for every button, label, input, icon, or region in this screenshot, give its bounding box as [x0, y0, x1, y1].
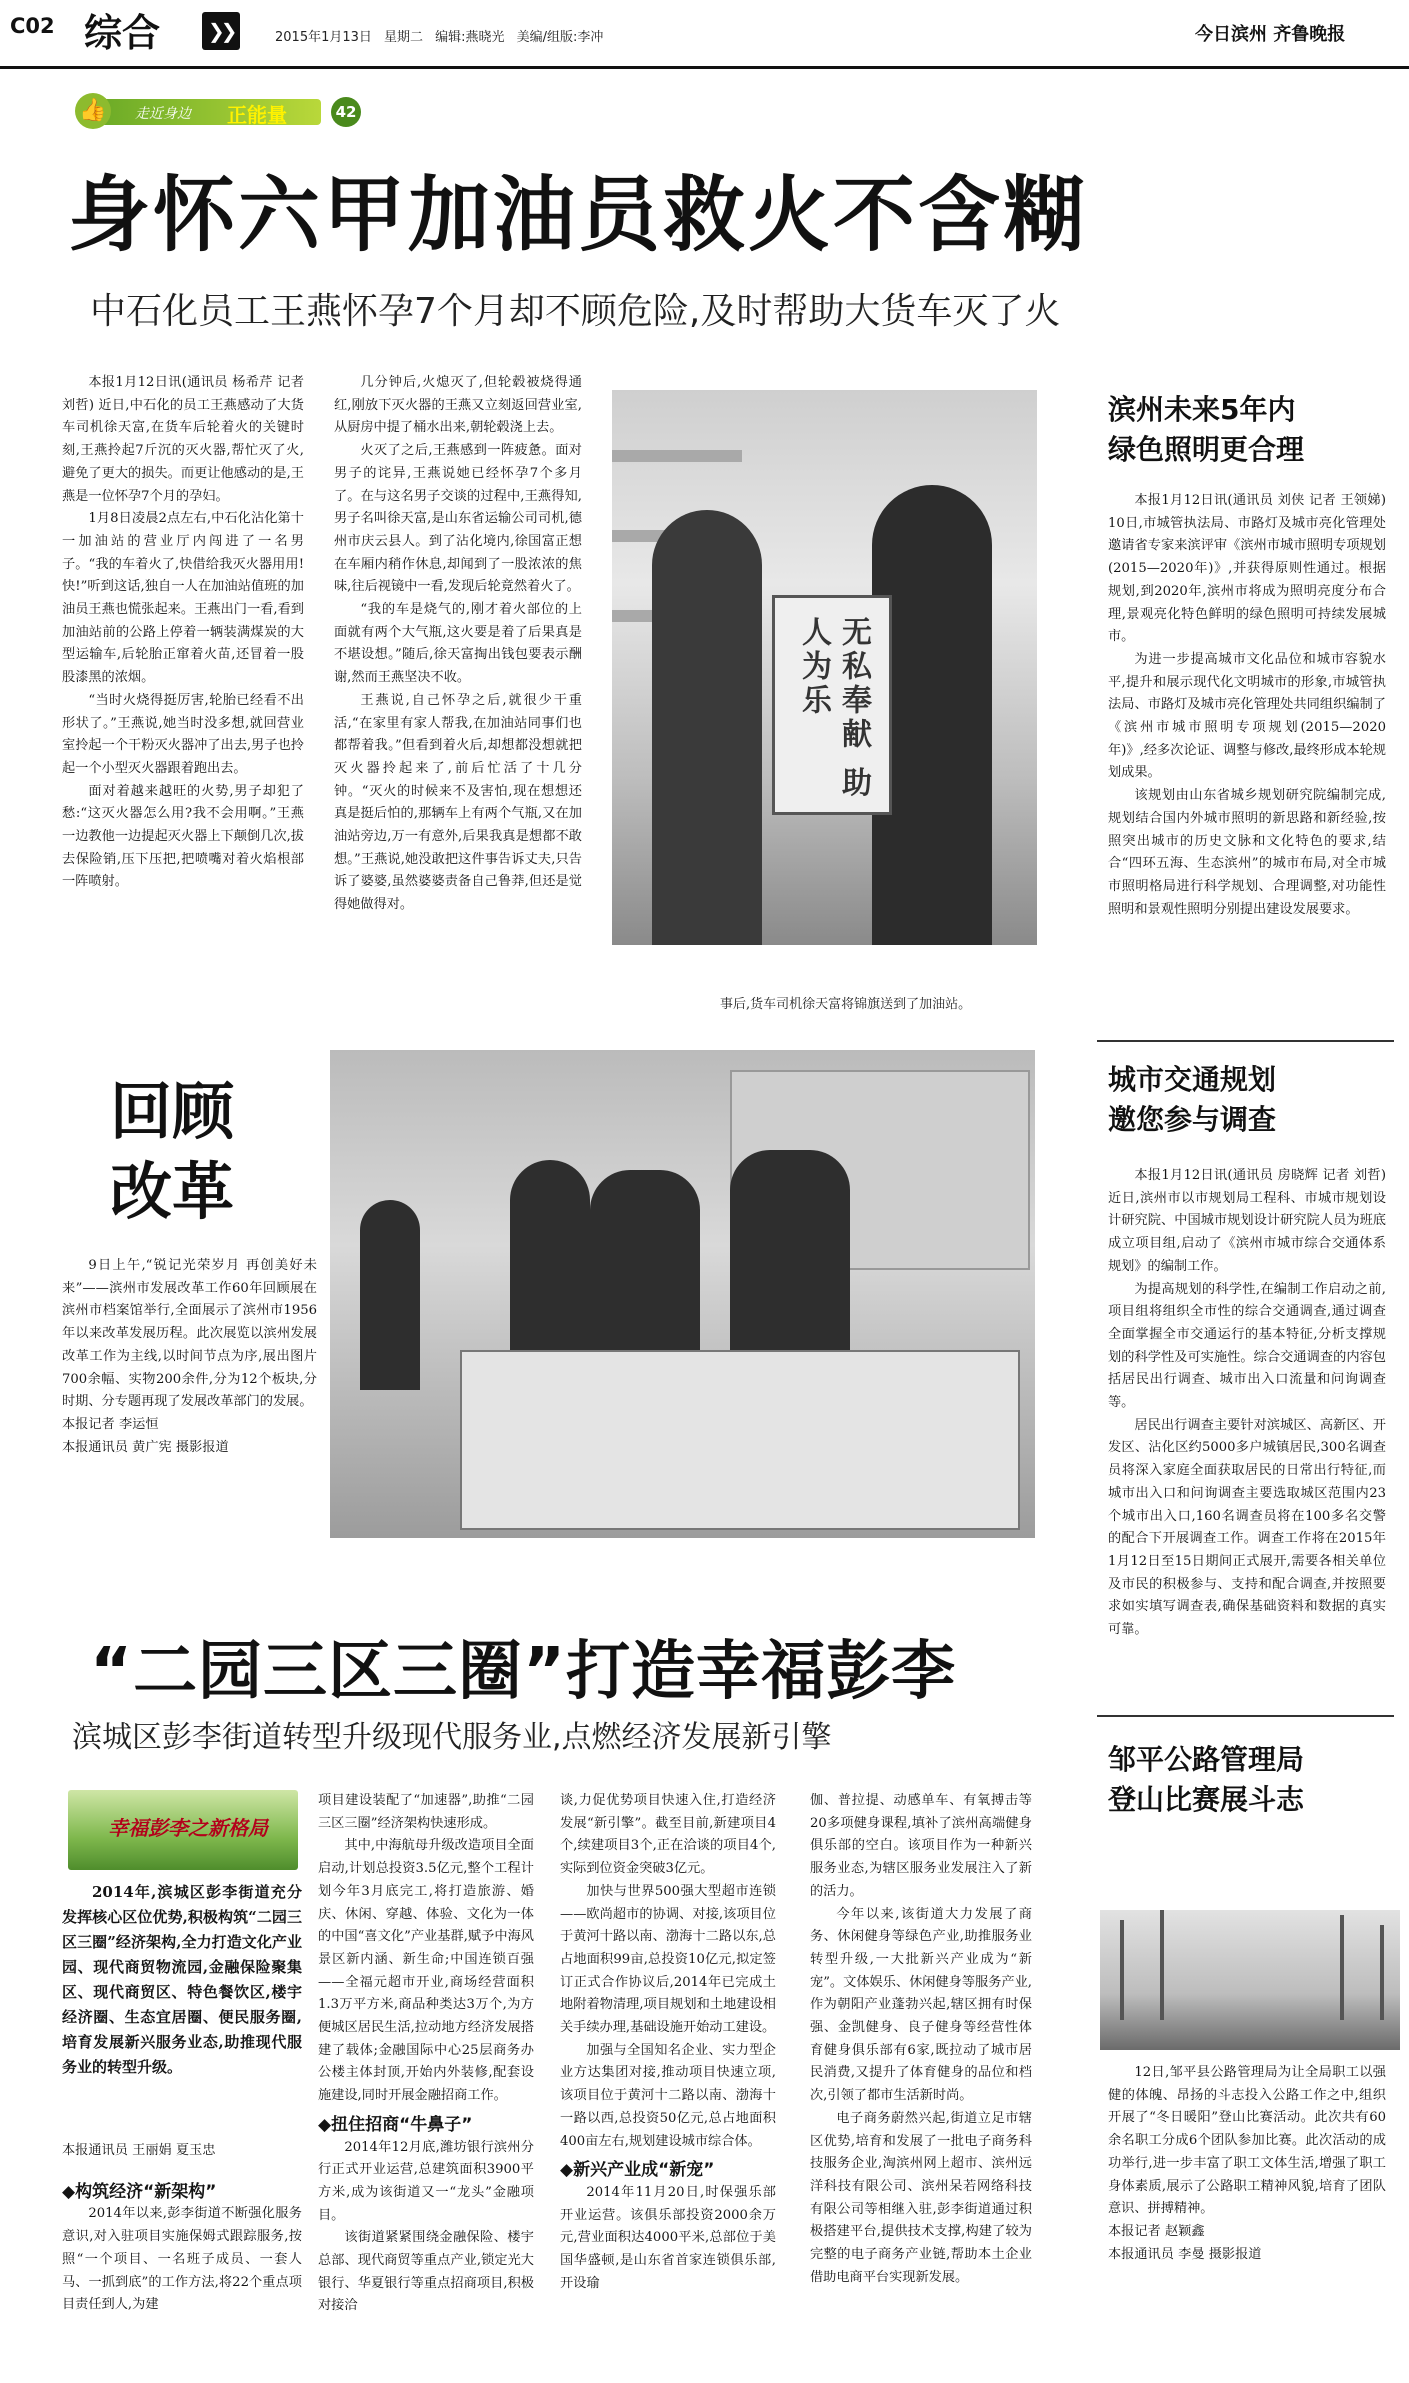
credit: 本报记者 李运恒 [62, 1416, 159, 1432]
paragraph: “我的车是烧气的,刚才着火部位的上面就有两个大气瓶,这火要是着了后果真是不堪设想。”随后,徐天富掏出钱包要表示酬谢,然而王燕坚决不收。 [334, 602, 582, 686]
side-story-2-title: 城市交通规划 邀您参与调查 [1108, 1063, 1277, 1136]
paragraph: 本报1月12日讯(通讯员 杨希芹 记者 刘哲) 近日,中石化的员工王燕感动了大货车司机徐天富,在货车后轮着火的关键时刻,王燕拎起7斤沉的灭火器,帮忙灭了火,避免了更大的损失。而更让他感动的是,王燕是一位怀孕7个月的孕妇。 [62, 375, 304, 504]
paragraph: 今年以来,该街道大力发展了商务、休闲健身等绿色产业,助推服务业转型升级,一大批新兴产业成为“新宠”。文体娱乐、休闲健身等服务产业,作为朝阳产业蓬勃兴起,辖区拥有时保强、金凯健身、良子健身等经营性体育健身俱乐部有6家,既拉动了城市居民消费,又提升了体育健身的品位和档次,引领了都市生活新时尚。 [810, 1906, 1032, 2104]
person-figure [652, 510, 762, 945]
side-story-1-title: 滨州未来5年内 绿色照明更合理 [1108, 393, 1305, 466]
side-story-1-body [1108, 490, 1386, 921]
paragraph: 其中,中海航母升级改造项目全面启动,计划总投资3.5亿元,整个工程计划今年3月底完工,将打造旅游、婚庆、休闲、穿越、体验、文化为一体的中国“喜文化”产业基群,赋予中海风景区新内涵、新生命;中国连锁百强——全福元超市开业,商场经营面积1.3万平方米,商品种类达3万个,为方便城区居民生活,拉动地方经济发展搭建了载体;金融国际中心25层商务办公楼主体封顶,开始内外装修,配套设施建设,同时开展金融招商工作。 [318, 1838, 534, 2104]
paragraph: 伽、普拉提、动感单车、有氧搏击等20多项健身课程,填补了滨州高端健身俱乐部的空白。该项目作为一种新兴服务业态,为辖区服务业发展注入了新的活力。 [810, 1793, 1032, 1899]
mountain-race-photo [1100, 1910, 1400, 2050]
section-name: 综合 [84, 11, 161, 55]
lead-column-2 [334, 372, 582, 917]
credit: 本报记者 赵颖鑫 [1108, 2223, 1205, 2239]
lead-column-1 [62, 372, 304, 894]
feature-column-2 [318, 1790, 534, 2318]
paragraph: “当时火烧得挺厉害,轮胎已经看不出形状了。”王燕说,她当时没多想,就回营业室拎起一个干粉灭火器冲了出去,男子也拎起一个小型灭火器跟着跑出去。 [62, 692, 304, 776]
photo-caption: 事后,货车司机徐天富将锦旗送到了加油站。 [720, 997, 972, 1012]
page-number: C02 [10, 14, 55, 38]
credit: 本报通讯员 黄广宪 摄影报道 [62, 1439, 229, 1455]
paragraph: 火灭了之后,王燕感到一阵疲惫。面对男子的诧异,王燕说她已经怀孕7个多月了。在与这名男子交谈的过程中,王燕得知,男子名叫徐天富,是山东省运输公司司机,德州市庆云县人。到了沾化境内,徐国富正想在车厢内稍作休息,却闻到了一股浓浓的焦味,往后视镜中一看,发现后轮竟然着火了。 [334, 443, 582, 595]
paragraph: 加快与世界500强大型超市连锁——欧尚超市的协调、对接,该项目位于黄河十路以南、渤海十二路以东,总占地面积99亩,总投资10亿元,拟定签订正式合作协议后,2014年已完成土地附着物清理,项目规划和土地建设相关手续办理,基础设施开始动工建设。 [560, 1883, 776, 2036]
badge-title: 正能量 [227, 103, 287, 127]
exhibition-photo [330, 1050, 1035, 1538]
paragraph: 2014年以来,彭李街道不断强化服务意识,对入驻项目实施保姆式跟踪服务,按照“一个项目、一名班子成员、一套人马、一抓到底”的工作方法,将22个重点项目责任到人,为建 [62, 2206, 302, 2313]
paragraph: 12日,邹平县公路管理局为让全局职工以强健的体魄、昂扬的斗志投入公路工作之中,组织开展了“冬日暖阳”登山比赛活动。此次共有60余名职工分成6个团队参加比赛。此次活动的成功举行,进一步丰富了职工文体生活,增强了职工身体素质,展示了公路职工精神风貌,培育了团队意识、拼搏精神。 [1108, 2065, 1386, 2217]
subsection-title: ◆构筑经济“新架构” [62, 2181, 217, 2202]
paragraph: 本报1月12日讯(通讯员 刘侠 记者 王领娣) 10日,市城管执法局、市路灯及城市亮化管理处邀请省专家来滨评审《滨州市城市照明专项规划(2015—2020年)》,并获得原则性通过。根据规划,到2020年,滨州市将成为照明亮度分布合理,景观亮化特色鲜明的绿色照明可持续发展城市。 [1108, 493, 1386, 645]
lead-subhead: 中石化员工王燕怀孕7个月却不顾危险,及时帮助大货车灭了火 [90, 291, 1061, 332]
feature-headline: “二园三区三圈”打造幸福彭李 [90, 1635, 957, 1709]
paragraph: 电子商务蔚然兴起,街道立足市辖区优势,培育和发展了一批电子商务科技服务企业,淘滨州网上超市、滨州远洋科技有限公司、滨州呆若网络科技有限公司等相继入驻,彭李街道通过积极搭建平台,提供技术支撑,构建了较为完整的电子商务产业链,帮助本土企业借助电商平台实现新发展。 [810, 2110, 1032, 2285]
lead-headline: 身怀六甲加油员救火不含糊 [68, 168, 1089, 263]
paragraph: 2014年11月20日,时保强乐部开业运营。该俱乐部投资2000余万元,营业面积达4000平米,总部位于美国华盛顿,是山东省首家连锁俱乐部,开设瑜 [560, 2184, 776, 2291]
section-arrow-icon: ❯❯ [202, 12, 240, 50]
feature-column-1 [62, 2140, 302, 2317]
badge-small-text: 走近身边 [135, 106, 191, 122]
paragraph: 为提高规划的科学性,在编制工作启动之前,项目组将组织全市性的综合交通调查,通过调查全面掌握全市交通运行的基本特征,分析支撑规划的科学性及可实施性。综合交通调查的内容包括居民出行调查、城市出入口流量和问询调查等。 [1108, 1281, 1386, 1411]
paragraph: 加强与全国知名企业、实力型企业方达集团对接,推动项目快速立项,该项目位于黄河十二路以南、渤海十一路以西,总投资50亿元,总占地面积400亩左右,规划建设城市综合体。 [560, 2042, 776, 2149]
paragraph: 几分钟后,火熄灭了,但轮毂被烧得通红,刚放下灭火器的王燕又立刻返回营业室,从厨房中提了桶水出来,朝轮毂浇上去。 [334, 375, 582, 436]
column-badge [75, 93, 365, 129]
paragraph: 9日上午,“锐记光荣岁月 再创美好未来”——滨州市发展改革工作60年回顾展在滨州市档案馆举行,全面展示了滨州市1956年以来改革发展历程。此次展览以滨州发展改革工作为主线,以时间节点为序,展出图片700余幅、实物200余件,分为12个板块,分时期、分专题再现了发展改革部门的发展。 [62, 1258, 317, 1410]
retro-title: 回顾 改革 [110, 1075, 235, 1228]
paragraph: 1月8日凌晨2点左右,中石化沾化第十一加油站的营业厅内闯进了一名男子。“我的车着火了,快借给我灭火器用用!快!”听到这话,独自一人在加油站值班的加油员王燕也慌张起来。王燕出门一看,看到加油站前的公路上停着一辆装满煤炭的大型运输车,后轮胎正窜着火苗,还冒着一股股漆黑的浓烟。 [62, 511, 304, 686]
paragraph: 本报1月12日讯(通讯员 房晓辉 记者 刘哲) 近日,滨州市以市规划局工程科、市城市规划设计研究院、中国城市规划设计研究院人员为班底成立项目组,启动了《滨州市城市综合交通体系规划》的编制工作。 [1108, 1168, 1386, 1274]
person-figure [360, 1200, 420, 1390]
feature-intro [62, 1880, 302, 2080]
credit: 本报通讯员 李曼 摄影报道 [1108, 2246, 1262, 2262]
badge-bar [101, 99, 321, 125]
retro-body [62, 1255, 317, 1459]
feature-column-3 [560, 1790, 776, 2295]
promo-image: 幸福彭李之新格局 [68, 1790, 298, 1870]
side-story-3-body [1108, 2062, 1386, 2266]
masthead [0, 0, 1409, 70]
display-case [460, 1350, 1020, 1530]
paragraph: 为进一步提高城市文化品位和城市容貌水平,提升和展示现代化文明城市的形象,市城管执法局、市路灯及城市亮化管理处共同组织编制了《滨州市城市照明专项规划(2015—2020年)》,经多次论证、调整与修改,最终形成本轮规划成果。 [1108, 651, 1386, 781]
silk-banner: 无私奉献 助人为乐 [772, 595, 892, 815]
subsection-title: ◆新兴产业成“新宠” [560, 2160, 715, 2181]
paragraph: 该街道紧紧围绕金融保险、楼宇总部、现代商贸等重点产业,锁定光大银行、华夏银行等重点招商项目,积极对接洽 [318, 2230, 534, 2314]
header-rule [0, 66, 1409, 69]
person-figure [510, 1160, 590, 1360]
feature-column-4 [810, 1790, 1032, 2289]
lead-photo [612, 390, 1037, 945]
divider [1097, 1715, 1394, 1717]
paragraph: 居民出行调查主要针对滨城区、高新区、开发区、沾化区约5000多户城镇居民,300名调查员将深入家庭全面获取居民的日常出行特征,而城市出入口和问询调查主要选取城区范围内23个城市出入口,160名调查员将在100多名交警的配合下开展调查工作。调查工作将在2015年1月12日至15日期间正式展开,需要各相关单位及市民的积极参与、支持和配合调查,并按照要求如实填写调查表,确保基础资料和数据的真实可靠。 [1108, 1417, 1386, 1638]
subsection-title: ◆扭住招商“牛鼻子” [318, 2114, 473, 2135]
brand-name: 今日滨州 齐鲁晚报 [1195, 24, 1346, 45]
paragraph: 2014年,滨城区彭李街道充分发挥核心区位优势,积极构筑“二园三区三圈”经济架构,全力打造文化产业园、现代商贸物流园,金融保险聚集区、现代商贸区、特色餐饮区,楼宇经济圈、生态宜居圈、便民服务圈,培育发展新兴服务业态,助推现代服务业的转型升级。 [62, 1883, 302, 2076]
paragraph: 项目建设装配了“加速器”,助推“二园三区三圈”经济架构快速形成。 [318, 1793, 534, 1831]
credit: 本报通讯员 王丽娟 夏玉忠 [62, 2143, 216, 2158]
feature-subhead: 滨城区彭李街道转型升级现代服务业,点燃经济发展新引擎 [72, 1720, 832, 1755]
thumbs-up-icon: 👍 [75, 93, 111, 129]
editor-line: 2015年1月13日 星期二 编辑:燕晓光 美编/组版:李冲 [275, 30, 604, 45]
paragraph: 该规划由山东省城乡规划研究院编制完成,规划结合国内外城市照明的新思路和新经验,按照突出城市的历史文脉和文化特色的要求,结合“四环五海、生态滨州”的城市布局,对全市城市照明格局进行科学规划、合理调整,对功能性照明和景观性照明分别提出建设发展要求。 [1108, 788, 1386, 917]
paragraph: 2014年12月底,潍坊银行滨州分行正式开业运营,总建筑面积3900平方米,成为该街道又一“龙头”金融项目。 [318, 2139, 534, 2223]
paragraph: 王燕说,自己怀孕之后,就很少干重活,“在家里有家人帮我,在加油站同事们也都帮着我。”但看到着火后,却想都没想就把灭火器拎起来了,前后忙活了十几分钟。“灭火的时候来不及害怕,现在想想还真是挺后怕的,那辆车上有两个气瓶,又在加油站旁边,万一有意外,后果我真是想都不敢想。”王燕说,她没敢把这件事告诉丈夫,只告诉了婆婆,虽然婆婆责备自己鲁莽,但还是觉得她做得对。 [334, 692, 582, 913]
paragraph: 面对着越来越旺的火势,男子却犯了愁:“这灭火器怎么用?我不会用啊。”王燕一边教他一边提起灭火器上下颠倒几次,拔去保险销,压下压把,把喷嘴对着火焰根部一阵喷射。 [62, 783, 304, 890]
side-story-2-body [1108, 1165, 1386, 1642]
divider [1097, 1040, 1394, 1042]
paragraph: 谈,力促优势项目快速入住,打造经济发展“新引擎”。截至目前,新建项目4个,续建项目3个,正在洽谈的项目4个,实际到位资金突破3亿元。 [560, 1793, 776, 1877]
badge-number: 42 [331, 97, 361, 127]
side-story-3-title: 邹平公路管理局 登山比赛展斗志 [1108, 1743, 1305, 1816]
